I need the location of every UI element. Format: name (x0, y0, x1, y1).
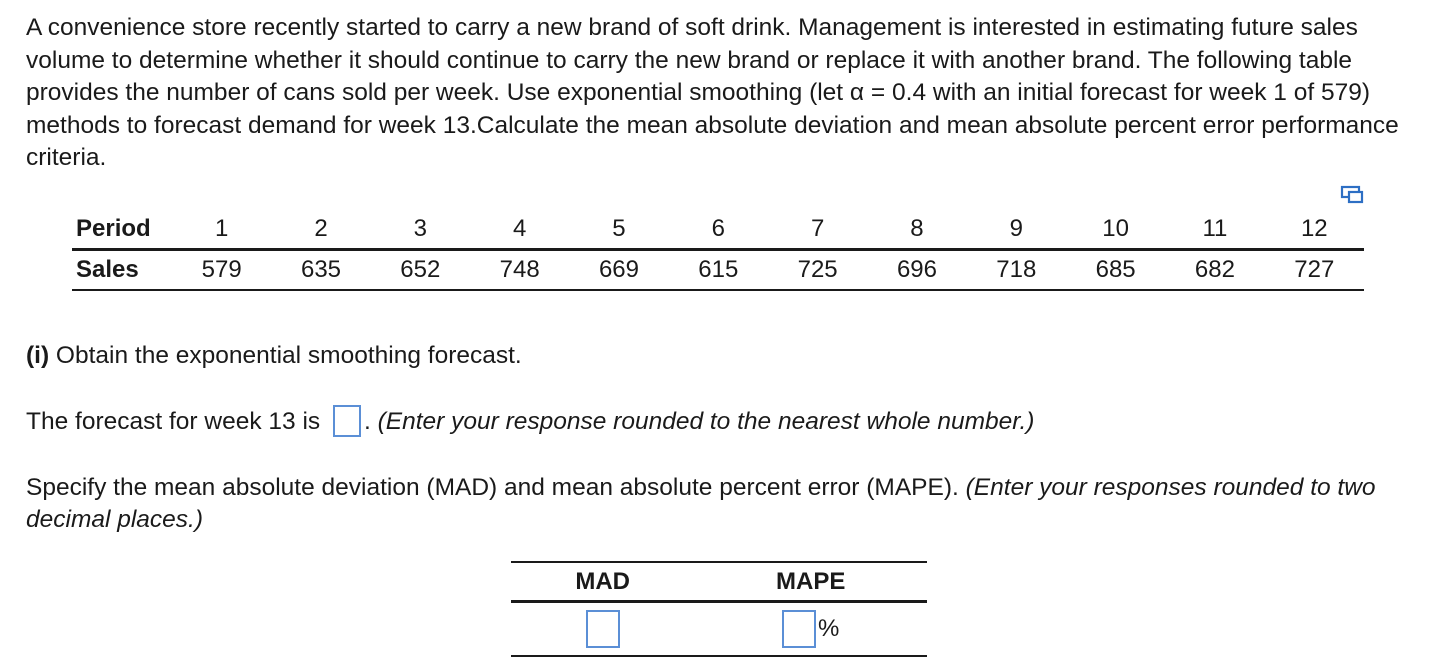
sales-cell: 579 (172, 250, 271, 291)
mad-mape-table (511, 561, 927, 657)
period-cell: 9 (967, 210, 1066, 250)
forecast-input[interactable] (333, 405, 361, 437)
mad-cell (511, 602, 694, 657)
forecast-prefix: The forecast for week 13 is (26, 408, 327, 435)
mad-mape-question (26, 472, 1421, 536)
period-row (72, 210, 1364, 250)
sales-row-header: Sales (72, 250, 172, 291)
forecast-question (26, 402, 1034, 442)
forecast-hint: (Enter your response rounded to the nearest whole number.) (370, 408, 1035, 435)
sales-cell: 635 (271, 250, 370, 291)
mad-header: MAD (511, 562, 694, 602)
period-cell: 1 (172, 210, 271, 250)
problem-statement: A convenience store recently started to carry a new brand of soft drink. Management is interested in estimating future sales volume to determine whether it should continue to carry the new brand or replace it with another brand. The following table provides the number of cans sold per week. Use exponential smoothing (let α = 0.4 with an initial forecast for week 1 of 579) methods to forecast demand for week 13.Calculate the mean absolute deviation and mean absolute percent error performance criteria. (26, 14, 1399, 171)
period-cell: 11 (1165, 210, 1264, 250)
mape-cell (694, 602, 927, 657)
period-cell: 5 (569, 210, 668, 250)
period-cell: 10 (1066, 210, 1165, 250)
sales-cell: 615 (669, 250, 768, 291)
period-cell: 7 (768, 210, 867, 250)
sales-cell: 682 (1165, 250, 1264, 291)
sales-cell: 652 (371, 250, 470, 291)
sales-cell: 725 (768, 250, 867, 291)
mape-header: MAPE (694, 562, 927, 602)
sales-cell: 685 (1066, 250, 1165, 291)
period-cell: 3 (371, 210, 470, 250)
forecast-suffix: . (363, 408, 371, 435)
part-i-heading (26, 342, 522, 370)
mad-mape-input-row (511, 602, 927, 657)
sales-data-table (72, 210, 1364, 291)
sales-cell: 727 (1265, 250, 1364, 291)
mad-mape-header-row (511, 562, 927, 602)
mape-input[interactable] (782, 610, 816, 648)
period-cell: 12 (1265, 210, 1364, 250)
period-cell: 4 (470, 210, 569, 250)
copy-table-icon[interactable] (1340, 184, 1366, 206)
sales-cell: 748 (470, 250, 569, 291)
mad-mape-hint: (Enter your responses rounded to two decimal places.) (26, 474, 1376, 533)
mad-mape-text: Specify the mean absolute deviation (MAD) and mean absolute percent error (MAPE). (26, 474, 966, 501)
period-cell: 6 (669, 210, 768, 250)
sales-cell: 696 (867, 250, 966, 291)
part-i-text: Obtain the exponential smoothing forecast. (49, 342, 522, 369)
period-cell: 2 (271, 210, 370, 250)
period-row-header: Period (72, 210, 172, 250)
mad-input[interactable] (586, 610, 620, 648)
percent-unit: % (818, 615, 840, 642)
sales-cell: 669 (569, 250, 668, 291)
sales-row (72, 250, 1364, 291)
part-i-label: (i) (26, 342, 50, 369)
sales-cell: 718 (967, 250, 1066, 291)
period-cell: 8 (867, 210, 966, 250)
